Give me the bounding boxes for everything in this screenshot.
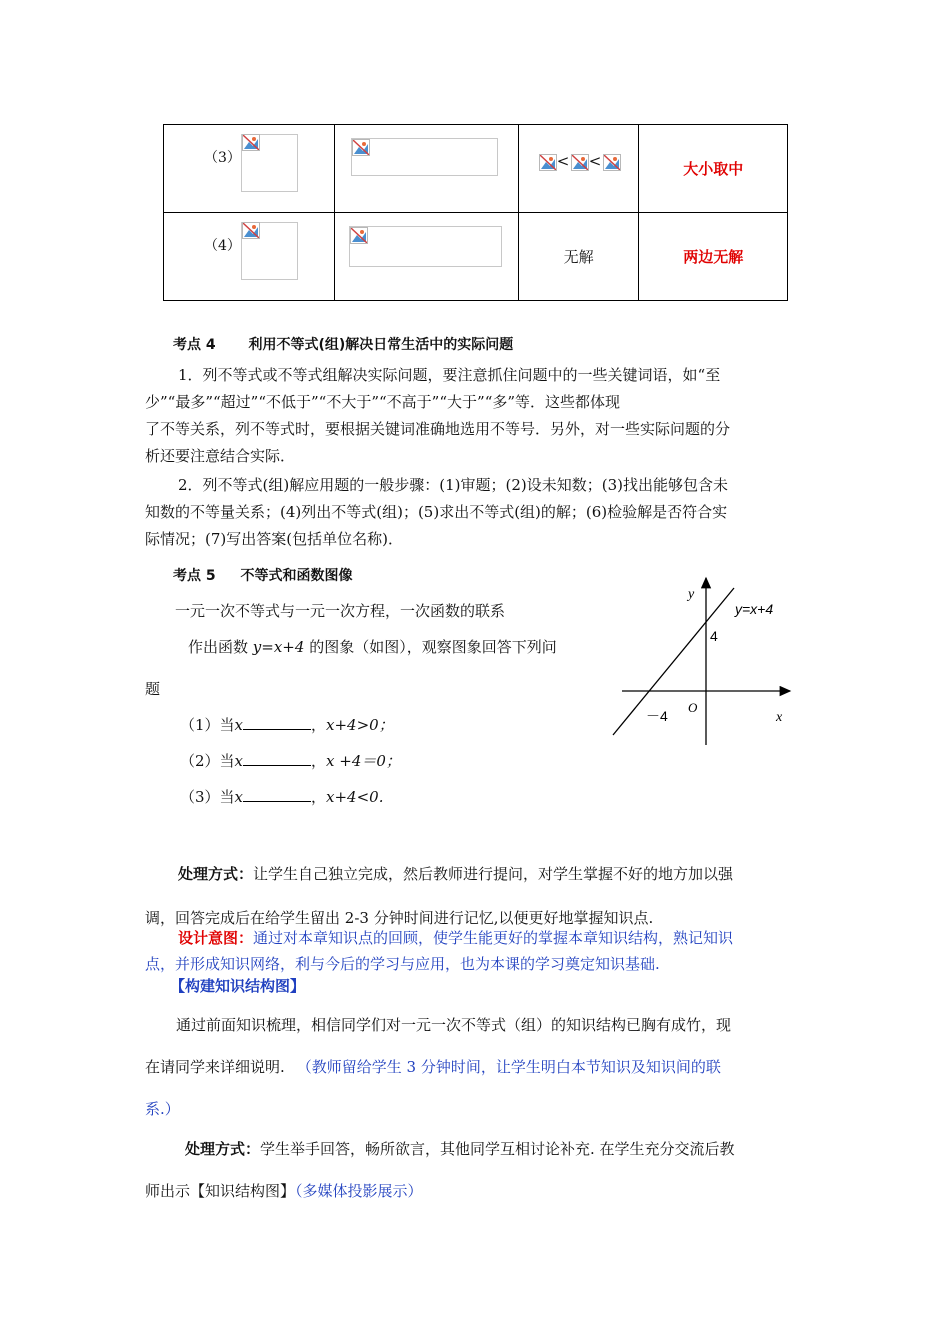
table-row (164, 125, 788, 213)
broken-image-icon (350, 227, 368, 244)
inequality-rules-table (163, 124, 788, 301)
broken-image-icon (603, 154, 621, 171)
broken-image-icon (242, 134, 260, 151)
table-cell-label (164, 125, 335, 213)
handling-text: 学生举手回答，畅所欲言，其他同学互相讨论补充. 在学生充分交流后教 (260, 1140, 735, 1158)
question-number: （3）当 (180, 788, 235, 806)
text-line (145, 925, 825, 951)
text-line: 调，回答完成后在给学生留出 2-3 分钟时间进行记忆,以便更好地掌握知识点. (145, 909, 654, 927)
equation: x +4＝0； (326, 752, 401, 770)
text-line (145, 1128, 825, 1170)
image-placeholder (351, 138, 498, 176)
answer-blank[interactable] (243, 787, 311, 802)
x-intercept-label: －4 (646, 708, 668, 724)
text-line (145, 852, 825, 896)
comma: ， (311, 788, 327, 806)
row-label: （4） (204, 238, 241, 254)
text-line: 2．列不等式(组)解应用题的一般步骤：(1)审题；(2)设未知数；(3)找出能够包含未 (178, 476, 728, 494)
question-number: （2）当 (180, 752, 235, 770)
table-cell-rule (639, 125, 788, 213)
section5-task (188, 636, 557, 657)
text-line (145, 1170, 825, 1212)
comma: ， (311, 716, 327, 734)
table-row (164, 213, 788, 301)
question-number: （1）当 (180, 716, 235, 734)
image-placeholder (349, 226, 502, 267)
origin-label: O (688, 700, 698, 715)
text-line: 系.） (145, 1100, 180, 1118)
broken-image-icon (352, 139, 370, 156)
section4-paragraph1 (145, 362, 825, 470)
table-cell-solution (518, 213, 639, 301)
text-line: 1．列不等式或不等式组解决实际问题，要注意抓住问题中的一些关键词语，如“至 (178, 366, 721, 384)
comma: ， (311, 752, 327, 770)
broken-image-icon (242, 222, 260, 239)
rule-text: 两边无解 (683, 248, 744, 266)
table-cell-system (335, 125, 518, 213)
design-intent-paragraph (145, 925, 825, 977)
x-axis-label: x (776, 710, 783, 725)
section5-intro: 一元一次不等式与一元一次方程，一次函数的联系 (175, 602, 506, 620)
task-text: 作出函数 (188, 638, 249, 656)
less-than-sign: < (588, 152, 602, 170)
variable: x (234, 788, 244, 806)
section5-task-end: 题 (145, 680, 161, 698)
section5-number: 考点 5 (173, 568, 216, 584)
section4-title: 利用不等式(组)解决日常生活中的实际问题 (248, 337, 514, 353)
text-line: 析还要注意结合实际． (145, 447, 296, 465)
handling-label: 处理方式： (185, 1140, 261, 1158)
broken-image-icon (539, 154, 557, 171)
variable: x (234, 752, 244, 770)
structure-heading: 【构建知识结构图】 (170, 977, 306, 995)
solution-text: 无解 (563, 248, 594, 266)
section4-number: 考点 4 (173, 337, 216, 353)
handling-note: （多媒体投影展示） (295, 1182, 423, 1200)
section4-paragraph2 (145, 472, 825, 553)
section5-heading (173, 565, 353, 585)
handling-paragraph-2 (145, 1128, 825, 1212)
answer-blank[interactable] (243, 751, 311, 766)
structure-text: 在请同学来详细说明. (145, 1058, 285, 1076)
linear-function-graph (600, 570, 810, 760)
text-line: 点，并形成知识网络，利与今后的学习与应用，也为本课的学习奠定知识基础. (145, 955, 660, 973)
task-text: 的图象（如图），观察图象回答下列问 (309, 638, 557, 656)
inequality: x+4>0； (326, 716, 394, 734)
question-1 (180, 714, 394, 735)
text-line: 通过前面知识梳理，相信同学们对一元一次不等式（组）的知识结构已胸有成竹，现 (176, 1016, 732, 1034)
structure-note: （教师留给学生 3 分钟时间，让学生明白本节知识及知识间的联 (296, 1058, 721, 1076)
answer-blank[interactable] (243, 715, 311, 730)
text-line: 少”“最多”“超过”“不低于”“不大于”“不高于”“大于”“多”等．这些都体现 (145, 393, 621, 411)
rule-text: 大小取中 (683, 160, 744, 178)
function-label: y=x+4 (735, 601, 774, 617)
y-axis-label: y (688, 587, 695, 602)
table-cell-system (335, 213, 518, 301)
less-than-sign: < (556, 152, 570, 170)
row-label: （3） (204, 150, 241, 166)
text-line: 了不等关系，列不等式时，要根据关键词准确地选用不等号．另外，对一些实际问题的分 (145, 420, 731, 438)
text-line: 际情况；(7)写出答案(包括单位名称)． (145, 530, 403, 548)
table-cell-solution (518, 125, 639, 213)
structure-paragraph (145, 1004, 825, 1130)
task-function: y=x+4 (252, 638, 305, 656)
text-line (145, 1046, 825, 1088)
design-label: 设计意图： (178, 929, 254, 947)
handling-text: 师出示【知识结构图】 (145, 1182, 296, 1200)
section4-heading (173, 334, 513, 354)
variable: x (234, 716, 244, 734)
table-cell-rule (639, 213, 788, 301)
inequality: x+4<0. (326, 788, 384, 806)
design-text: 通过对本章知识点的回顾，使学生能更好的掌握本章知识结构，熟记知识 (253, 929, 734, 947)
broken-image-icon (571, 154, 589, 171)
section5-title: 不等式和函数图像 (240, 568, 353, 584)
question-3 (180, 786, 383, 807)
question-2 (180, 750, 401, 771)
function-line (613, 588, 734, 735)
table-cell-label (164, 213, 335, 301)
text-line: 知数的不等量关系；(4)列出不等式(组)；(5)求出不等式(组)的解；(6)检验解是否符合实 (145, 503, 728, 521)
y-intercept-label: 4 (710, 628, 718, 644)
handling-label: 处理方式： (178, 865, 254, 883)
handling-text: 让学生自己独立完成，然后教师进行提问，对学生掌握不好的地方加以强 (253, 865, 734, 883)
